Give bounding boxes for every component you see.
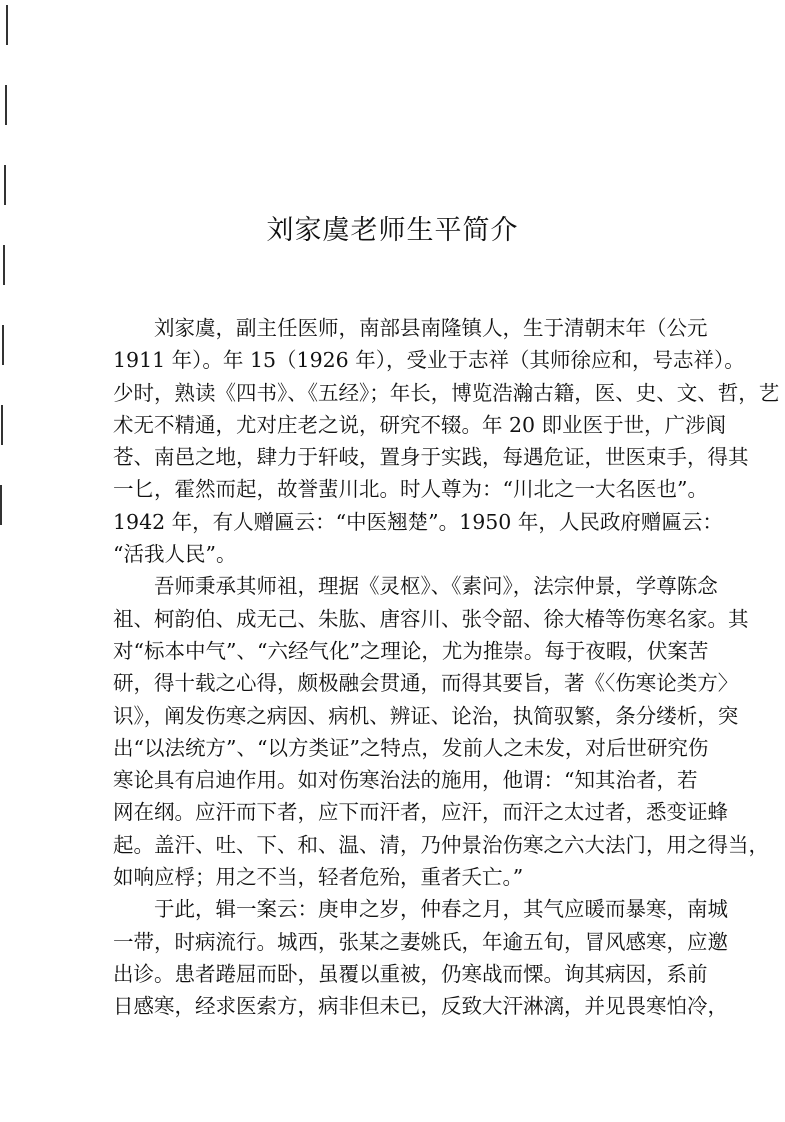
- text-line: 网在纲。应汗而下者，应下而汗者，应汗，而汗之太过者，悉变证蜂: [113, 800, 728, 825]
- edge-mark: [4, 165, 6, 205]
- text-line: 1911 年）。年 15（1926 年），受业于志祥（其师徐应和，号志祥）。: [113, 348, 745, 373]
- edge-mark: [2, 325, 4, 365]
- text-line: 出“以法统方”、“以方类证”之特点，发前人之未发，对后世研究伤: [113, 735, 709, 760]
- text-line: 对“标本中气”、“六经气化”之理论，尤为推崇。每于夜暇，伏案苦: [113, 638, 709, 663]
- text-line: “活我人民”。: [113, 542, 237, 567]
- edge-mark: [3, 245, 5, 285]
- text-line: 一带，时病流行。城西，张某之妻姚氏，年逾五旬，冒风感寒，应邀: [113, 929, 728, 954]
- text-line: 1942 年，有人赠匾云：“中医翘楚”。1950 年，人民政府赠匾云：: [113, 509, 723, 534]
- text-line: 苍、南邑之地，肆力于轩岐，置身于实践，每遇危证，世医束手，得其: [113, 445, 749, 470]
- text-line: 日感寒，经求医索方，病非但未已，反致大汗淋漓，并见畏寒怕冷，: [113, 994, 728, 1019]
- edge-mark: [0, 485, 2, 525]
- text-line: 少时，熟读《四书》、《五经》；年长，博览浩瀚古籍，医、史、文、哲，艺: [113, 380, 780, 405]
- text-line: 于此，辑一案云：庚申之岁，仲春之月，其气应暖而暴寒，南城: [113, 897, 728, 922]
- text-line: 识》，阐发伤寒之病因、病机、辨证、论治，执简驭繁，条分缕析，突: [113, 703, 739, 728]
- text-line: 刘家虞，副主任医师，南部县南隆镇人，生于清朝末年（公元: [113, 316, 708, 340]
- text-line: 如响应桴；用之不当，轻者危殆，重者夭亡。”: [113, 865, 524, 890]
- text-line: 术无不精通，尤对庄老之说，研究不辍。年 20 即业医于世，广涉阆: [113, 412, 727, 437]
- text-line: 起。盖汗、吐、下、和、温、清，乃仲景治伤寒之六大法门，用之得当，: [113, 832, 769, 857]
- text-line: 一匕，霍然而起，故誉蜚川北。时人尊为：“川北之一大名医也”。: [113, 477, 708, 502]
- body-text: [113, 312, 780, 1023]
- page-title: 刘家虞老师生平简介: [266, 215, 519, 246]
- text-line: 祖、柯韵伯、成无己、朱肱、唐容川、张令韶、徐大椿等伤寒名家。其: [113, 606, 749, 631]
- edge-mark: [6, 5, 8, 45]
- text-line: 吾师秉承其师祖，理据《灵枢》、《素问》，法宗仲景，学尊陈念: [113, 574, 718, 599]
- text-line: 寒论具有启迪作用。如对伤寒治法的施用，他谓：“知其治者，若: [113, 768, 698, 793]
- text-line: 出诊。患者踡屈而卧，虽覆以重被，仍寒战而慄。询其病因，系前: [113, 961, 708, 986]
- text-line: 研，得十载之心得，颇极融会贯通，而得其要旨，著《〈伤寒论类方〉: [113, 671, 739, 696]
- edge-mark: [5, 85, 7, 125]
- edge-mark: [1, 405, 3, 445]
